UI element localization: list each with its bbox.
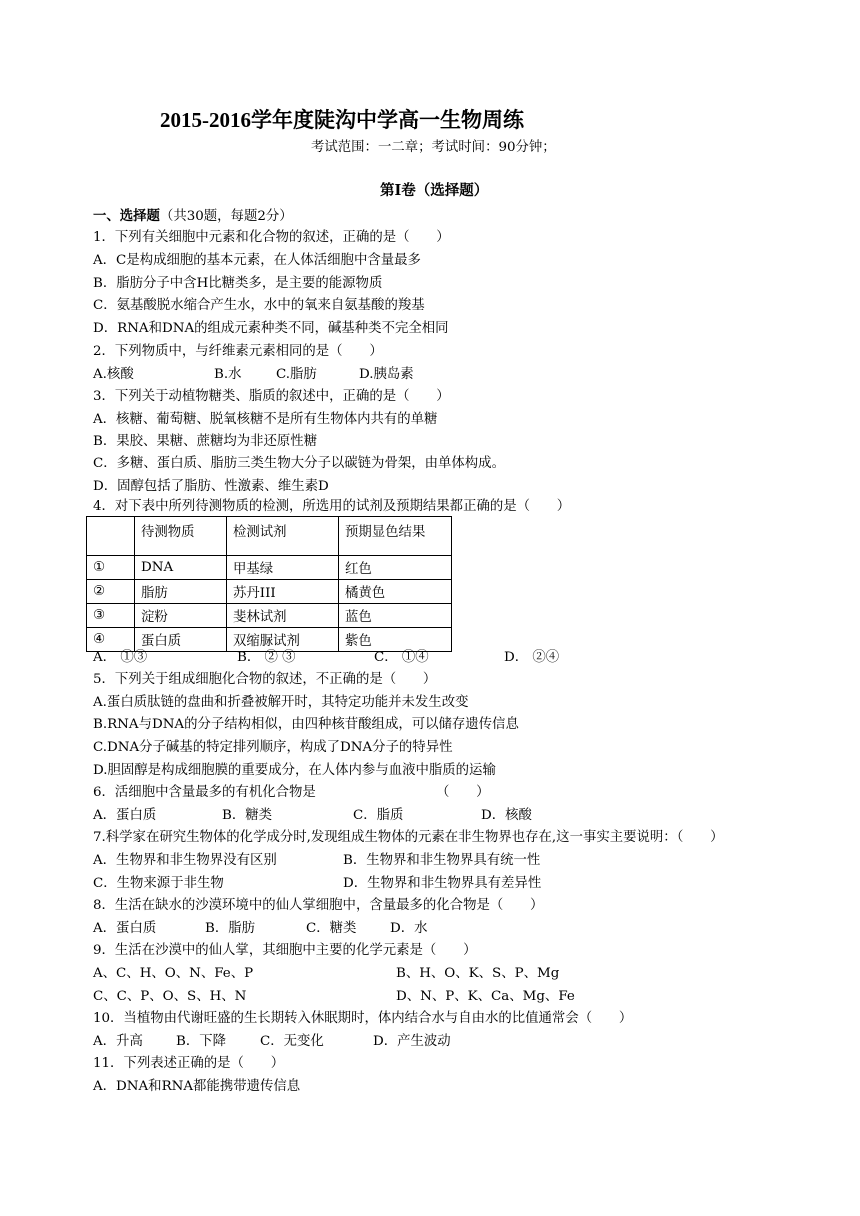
q11-option-a: A．DNA和RNA都能携带遗传信息 (93, 1079, 301, 1094)
q8-option-a: A．蛋白质 (93, 921, 157, 936)
q8-stem: 8．生活在缺水的沙漠环境中的仙人掌细胞中，含量最多的化合物是（ ） (93, 898, 544, 913)
table-cell: 紫色 (339, 628, 452, 652)
q9-option-c: C、C、P、O、S、H、N (93, 989, 247, 1004)
q5-option-a: A.蛋白质肽链的盘曲和折叠被解开时，其特定功能并未发生改变 (93, 695, 469, 710)
table-cell: 淀粉 (135, 604, 227, 628)
table-cell: 苏丹III (227, 580, 339, 604)
table-cell: 甲基绿 (227, 556, 339, 580)
q6-option-d: D．核酸 (481, 808, 532, 823)
q4-option-b: B． ② ③ (237, 650, 296, 665)
q7-option-d: D．生物界和非生物界具有差异性 (343, 876, 542, 891)
table-cell: 斐林试剂 (227, 604, 339, 628)
volume-heading: 第I卷（选择题） (380, 182, 489, 199)
q9-option-b: B、H、O、K、S、P、Mg (396, 966, 560, 981)
q7-option-c: C．生物来源于非生物 (93, 876, 224, 891)
exam-info: 考试范围：一二章；考试时间：90分钟； (311, 140, 556, 155)
q3-option-b: B．果胶、果糖、蔗糖均为非还原性糖 (93, 434, 318, 449)
q3-stem: 3．下列关于动植物糖类、脂质的叙述中，正确的是（ ） (93, 389, 450, 404)
table-cell: DNA (135, 556, 227, 580)
table-row (87, 604, 452, 628)
table-header-cell: 待测物质 (135, 517, 227, 556)
q1-option-c: C．氨基酸脱水缩合产生水，水中的氧来自氨基酸的羧基 (93, 298, 425, 313)
q1-option-a: A．C是构成细胞的基本元素，在人体活细胞中含量最多 (93, 253, 421, 268)
q10-option-b: B．下降 (176, 1034, 227, 1049)
q3-option-a: A．核糖、葡萄糖、脱氧核糖不是所有生物体内共有的单糖 (93, 412, 438, 427)
q7-option-a: A．生物界和非生物界没有区别 (93, 853, 277, 868)
q6-stem-line (93, 784, 490, 802)
q10-option-d: D．产生波动 (373, 1034, 451, 1049)
q2-option-b: B.水 (214, 367, 242, 382)
q5-stem: 5．下列关于组成细胞化合物的叙述，不正确的是（ ） (93, 672, 437, 687)
section-heading (93, 207, 293, 226)
section-title: 一、选择题 (93, 208, 160, 224)
q2-stem: 2．下列物质中，与纤维素元素相同的是（ ） (93, 344, 383, 359)
q6-blank: （ ） (436, 785, 490, 800)
q8-option-b: B．脂肪 (205, 921, 256, 936)
q2-option-c: C.脂肪 (276, 367, 317, 382)
table-cell: ① (87, 556, 135, 580)
q4-stem: 4．对下表中所列待测物质的检测，所选用的试剂及预期结果都正确的是（ ） (93, 499, 571, 514)
q9-option-d: D、N、P、K、Ca、Mg、Fe (396, 989, 575, 1004)
q2-option-a: A.核酸 (93, 367, 134, 382)
table-cell: 红色 (339, 556, 452, 580)
table-header-row (87, 517, 452, 556)
table-cell: ④ (87, 628, 135, 652)
q5-option-d: D.胆固醇是构成细胞膜的重要成分，在人体内参与血液中脂质的运输 (93, 763, 496, 778)
q9-stem: 9．生活在沙漠中的仙人掌，其细胞中主要的化学元素是（ ） (93, 943, 477, 958)
table-header-cell: 预期显色结果 (339, 517, 452, 556)
table-cell: 蓝色 (339, 604, 452, 628)
table-row (87, 580, 452, 604)
q10-stem: 10．当植物由代谢旺盛的生长期转入休眠期时，体内结合水与自由水的比值通常会（ ） (93, 1011, 633, 1026)
table-cell: 双缩脲试剂 (227, 628, 339, 652)
q9-option-a: A、C、H、O、N、Fe、P (93, 966, 254, 981)
q11-stem: 11．下列表述正确的是（ ） (93, 1056, 285, 1071)
q10-option-a: A．升高 (93, 1034, 143, 1049)
q6-option-b: B．糖类 (222, 808, 273, 823)
table-header-cell: 检测试剂 (227, 517, 339, 556)
table-cell: 蛋白质 (135, 628, 227, 652)
q1-option-b: B．脂肪分子中含H比糖类多，是主要的能源物质 (93, 276, 383, 291)
q6-stem: 6．活细胞中含量最多的有机化合物是 (93, 785, 316, 800)
table-cell: ② (87, 580, 135, 604)
q8-option-c: C．糖类 (306, 921, 357, 936)
q1-stem: 1．下列有关细胞中元素和化合物的叙述，正确的是（ ） (93, 230, 450, 245)
q4-option-c: C． ①④ (374, 650, 429, 665)
q6-option-c: C．脂质 (353, 808, 404, 823)
table-cell: ③ (87, 604, 135, 628)
q5-option-c: C.DNA分子碱基的特定排列顺序，构成了DNA分子的特异性 (93, 740, 453, 755)
q7-option-b: B．生物界和非生物界具有统一性 (343, 853, 541, 868)
table-row (87, 628, 452, 652)
q5-option-b: B.RNA与DNA的分子结构相似，由四种核苷酸组成，可以储存遗传信息 (93, 717, 519, 732)
q6-option-a: A．蛋白质 (93, 808, 157, 823)
page-title: 2015-2016学年度陡沟中学高一生物周练 (160, 108, 524, 132)
q4-option-a: A． ①③ (93, 650, 148, 665)
table-header-cell (87, 517, 135, 556)
q8-option-d: D．水 (390, 921, 428, 936)
q3-option-c: C．多糖、蛋白质、脂肪三类生物大分子以碳链为骨架，由单体构成。 (93, 456, 505, 471)
q4-table (86, 516, 452, 652)
section-note: （共30题，每题2分） (159, 209, 293, 224)
q7-stem: 7.科学家在研究生物体的化学成分时,发现组成生物体的元素在非生物界也存在,这一事实主要说明：（ ） (93, 830, 724, 845)
table-cell: 脂肪 (135, 580, 227, 604)
table-cell: 橘黄色 (339, 580, 452, 604)
q3-option-d: D．固醇包括了脂肪、性激素、维生素D (93, 479, 329, 494)
q1-option-d: D．RNA和DNA的组成元素种类不同，碱基种类不完全相同 (93, 321, 449, 336)
q10-option-c: C．无变化 (260, 1034, 324, 1049)
q4-option-d: D． ②④ (504, 650, 560, 665)
table-row (87, 556, 452, 580)
q2-option-d: D.胰岛素 (359, 367, 414, 382)
